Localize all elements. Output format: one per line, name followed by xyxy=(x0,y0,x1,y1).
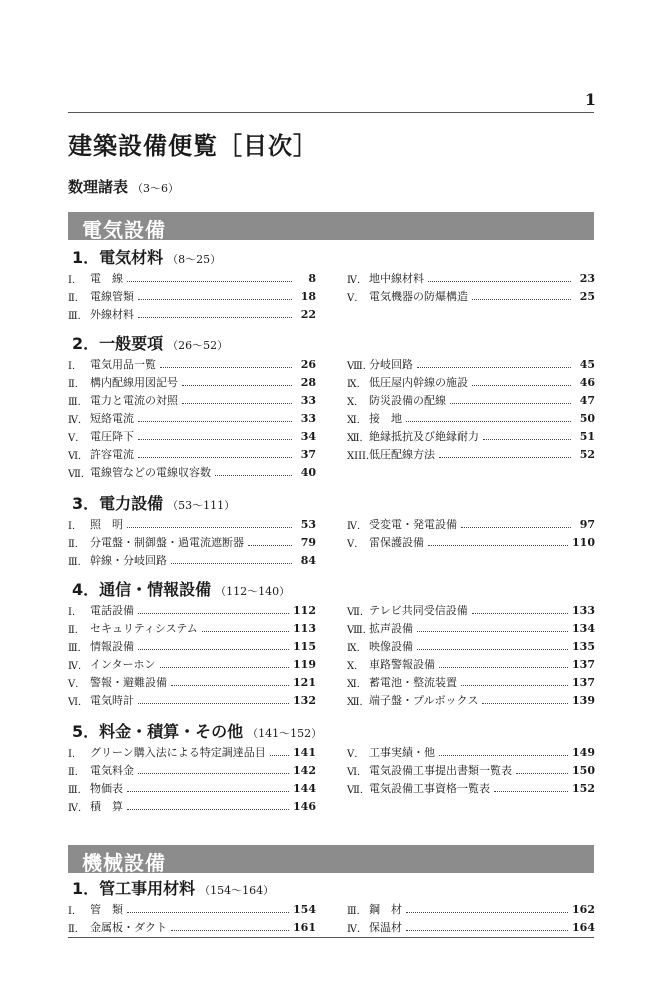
leader-dots xyxy=(428,281,571,282)
toc-column-right xyxy=(347,269,595,305)
entry-page: 51 xyxy=(579,429,595,443)
leader-dots xyxy=(138,439,292,440)
toc-columns xyxy=(68,515,594,569)
toc-entry xyxy=(347,900,595,918)
leader-dots xyxy=(406,930,568,931)
toc-entry xyxy=(68,445,316,463)
leader-dots xyxy=(472,385,571,386)
toc-entry xyxy=(347,761,595,779)
toc-entry xyxy=(347,619,595,637)
toc-section-fees xyxy=(68,721,594,815)
entry-title: 電気設備工事提出書類一覧表 xyxy=(369,764,512,777)
section-heading xyxy=(72,333,594,355)
toc-section-general xyxy=(68,333,594,481)
toc-entry xyxy=(347,287,595,305)
entry-page: 84 xyxy=(300,553,316,567)
leader-dots xyxy=(138,613,289,614)
entry-page: 154 xyxy=(293,902,316,916)
entry-page: 137 xyxy=(572,675,595,689)
toc-column-left xyxy=(68,900,316,936)
leader-dots xyxy=(439,755,568,756)
leader-dots xyxy=(215,475,292,476)
entry-number: XIII． xyxy=(347,450,376,462)
section-heading xyxy=(72,493,594,515)
entry-title: 工事実績・他 xyxy=(369,746,435,759)
leader-dots xyxy=(482,703,568,704)
category-band-label: 電気設備 xyxy=(82,218,166,242)
entry-number: Ⅶ． xyxy=(68,468,91,480)
entry-title: 金属板・ダクト xyxy=(90,921,167,934)
entry-page: 119 xyxy=(293,657,316,671)
entry-number: Ⅳ． xyxy=(68,802,88,814)
leader-dots xyxy=(461,527,571,528)
leader-dots xyxy=(127,527,292,528)
category-band-electric xyxy=(68,212,594,240)
entry-page: 33 xyxy=(300,393,316,407)
entry-number: Ⅲ． xyxy=(68,642,88,654)
toc-section-pipe-materials xyxy=(68,878,594,936)
leader-dots xyxy=(127,791,289,792)
entry-page: 28 xyxy=(300,375,316,389)
entry-title: 電圧降下 xyxy=(90,430,134,443)
entry-title: 低圧配線方法 xyxy=(369,448,435,461)
entry-number: Ⅱ． xyxy=(68,624,85,636)
toc-columns xyxy=(68,900,594,936)
leader-dots xyxy=(160,667,289,668)
leader-dots xyxy=(138,457,292,458)
entry-title: 防災設備の配線 xyxy=(369,394,446,407)
leader-dots xyxy=(182,385,292,386)
entry-title: 絶縁抵抗及び絶縁耐力 xyxy=(369,430,479,443)
toc-entry xyxy=(68,637,316,655)
leader-dots xyxy=(450,403,571,404)
entry-number: Ⅵ． xyxy=(68,696,89,708)
toc-entry xyxy=(68,900,316,918)
intro-range: （3～6） xyxy=(132,182,180,195)
entry-number: Ⅴ． xyxy=(68,432,86,444)
entry-page: 121 xyxy=(293,675,316,689)
leader-dots xyxy=(160,367,292,368)
entry-number: Ⅵ． xyxy=(68,450,89,462)
entry-title: 照 明 xyxy=(90,518,123,531)
toc-entry xyxy=(347,269,595,287)
entry-number: Ⅱ． xyxy=(68,766,85,778)
entry-page: 139 xyxy=(572,693,595,707)
entry-title: 蓄電池・整流装置 xyxy=(369,676,457,689)
entry-page: 164 xyxy=(572,920,595,934)
entry-number: Ⅺ． xyxy=(347,414,367,426)
toc-entry xyxy=(68,619,316,637)
entry-page: 37 xyxy=(300,447,316,461)
entry-page: 113 xyxy=(293,621,316,635)
toc-section-electric-materials xyxy=(68,247,594,323)
toc-entry xyxy=(347,691,595,709)
toc-entry xyxy=(68,918,316,936)
page-number: 1 xyxy=(584,90,596,109)
toc-entry xyxy=(347,391,595,409)
toc-entry xyxy=(347,445,595,463)
entry-number: Ⅸ． xyxy=(347,642,367,654)
entry-number: Ⅸ． xyxy=(347,378,367,390)
leader-dots xyxy=(127,809,289,810)
entry-number: Ⅲ． xyxy=(347,905,367,917)
toc-column-right xyxy=(347,743,595,797)
toc-entry xyxy=(68,673,316,691)
toc-entry xyxy=(347,601,595,619)
toc-columns xyxy=(68,601,594,709)
entry-title: 地中線材料 xyxy=(369,272,424,285)
entry-title: 構内配線用図記号 xyxy=(90,376,178,389)
leader-dots xyxy=(138,773,289,774)
entry-number: Ⅰ． xyxy=(68,274,82,286)
leader-dots xyxy=(472,299,571,300)
entry-title: 電気用品一覧 xyxy=(90,358,156,371)
toc-column-right xyxy=(347,515,595,551)
entry-number: Ⅴ． xyxy=(347,292,365,304)
entry-title: 車路警報設備 xyxy=(369,658,435,671)
entry-page: 34 xyxy=(300,429,316,443)
entry-page: 26 xyxy=(300,357,316,371)
toc-entry xyxy=(68,533,316,551)
entry-page: 23 xyxy=(579,271,595,285)
toc-column-left xyxy=(68,515,316,569)
entry-title: 低圧屋内幹線の施設 xyxy=(369,376,468,389)
toc-entry xyxy=(68,515,316,533)
entry-number: Ⅱ． xyxy=(68,538,85,550)
toc-columns xyxy=(68,355,594,481)
entry-number: Ⅹ． xyxy=(347,660,365,672)
toc-column-left xyxy=(68,269,316,323)
leader-dots xyxy=(138,421,292,422)
entry-title: 電気設備工事資格一覧表 xyxy=(369,782,490,795)
leader-dots xyxy=(171,685,289,686)
leader-dots xyxy=(428,545,568,546)
leader-dots xyxy=(171,930,289,931)
document-title: 建築設備便覧［目次］ xyxy=(68,132,318,160)
entry-title: 管 類 xyxy=(90,903,123,916)
entry-page: 135 xyxy=(572,639,595,653)
toc-column-left xyxy=(68,355,316,481)
leader-dots xyxy=(138,649,289,650)
entry-number: Ⅳ． xyxy=(347,520,367,532)
leader-dots xyxy=(127,281,292,282)
entry-title: 電気時計 xyxy=(90,694,134,707)
entry-page: 110 xyxy=(572,535,595,549)
section-heading xyxy=(72,579,594,601)
toc-entry xyxy=(347,533,595,551)
entry-page: 97 xyxy=(579,517,595,531)
toc-entry xyxy=(68,409,316,427)
leader-dots xyxy=(127,912,289,913)
toc-column-right xyxy=(347,900,595,936)
toc-entry xyxy=(68,655,316,673)
toc-entry xyxy=(68,355,316,373)
leader-dots xyxy=(472,613,568,614)
entry-page: 134 xyxy=(572,621,595,635)
entry-number: Ⅺ． xyxy=(347,678,367,690)
entry-number: Ⅰ． xyxy=(68,748,82,760)
leader-dots xyxy=(439,457,571,458)
toc-entry xyxy=(347,373,595,391)
entry-title: 情報設備 xyxy=(90,640,134,653)
entry-page: 133 xyxy=(572,603,595,617)
top-rule xyxy=(68,112,594,113)
toc-entry xyxy=(68,691,316,709)
section-title: 5．料金・積算・その他 xyxy=(72,722,244,741)
entry-number: Ⅱ． xyxy=(68,378,85,390)
intro-heading xyxy=(68,176,179,197)
toc-entry xyxy=(68,391,316,409)
section-heading xyxy=(72,878,594,900)
entry-title: 分電盤・制御盤・過電流遮断器 xyxy=(90,536,244,549)
leader-dots xyxy=(138,703,289,704)
leader-dots xyxy=(439,667,568,668)
entry-title: 外線材料 xyxy=(90,308,134,321)
toc-entry xyxy=(347,743,595,761)
entry-number: Ⅳ． xyxy=(347,274,367,286)
leader-dots xyxy=(406,912,568,913)
toc-entry xyxy=(347,779,595,797)
entry-number: Ⅱ． xyxy=(68,292,85,304)
section-range: （53～111） xyxy=(167,499,236,512)
entry-page: 50 xyxy=(579,411,595,425)
entry-title: 電話設備 xyxy=(90,604,134,617)
section-range: （141～152） xyxy=(247,727,323,740)
section-title: 3．電力設備 xyxy=(72,494,164,513)
entry-page: 132 xyxy=(293,693,316,707)
category-band-label: 機械設備 xyxy=(82,851,166,875)
entry-title: 端子盤・プルボックス xyxy=(369,694,479,707)
entry-title: 電気料金 xyxy=(90,764,134,777)
entry-title: 保温材 xyxy=(369,921,402,934)
bottom-rule xyxy=(68,937,594,938)
entry-title: 映像設備 xyxy=(369,640,413,653)
entry-title: 電線管類 xyxy=(90,290,134,303)
entry-title: 分岐回路 xyxy=(369,358,413,371)
entry-page: 53 xyxy=(300,517,316,531)
entry-number: Ⅰ． xyxy=(68,905,82,917)
section-range: （8～25） xyxy=(167,253,222,266)
entry-number: Ⅰ． xyxy=(68,360,82,372)
entry-page: 79 xyxy=(300,535,316,549)
toc-entry xyxy=(68,551,316,569)
section-range: （112～140） xyxy=(215,585,291,598)
toc-entry xyxy=(68,743,316,761)
entry-title: 接 地 xyxy=(369,412,402,425)
entry-number: Ⅳ． xyxy=(347,923,367,935)
entry-page: 115 xyxy=(293,639,316,653)
toc-entry xyxy=(68,305,316,323)
entry-title: インターホン xyxy=(90,658,156,671)
entry-number: Ⅴ． xyxy=(347,538,365,550)
entry-page: 47 xyxy=(579,393,595,407)
intro-label: 数理諸表 xyxy=(68,178,129,196)
leader-dots xyxy=(202,631,289,632)
entry-title: 雷保護設備 xyxy=(369,536,424,549)
leader-dots xyxy=(417,649,568,650)
toc-entry xyxy=(68,797,316,815)
entry-number: Ⅷ． xyxy=(347,624,373,636)
entry-title: 許容電流 xyxy=(90,448,134,461)
entry-number: Ⅲ． xyxy=(68,784,88,796)
leader-dots xyxy=(494,791,568,792)
category-band-mechanical xyxy=(68,845,594,873)
entry-page: 162 xyxy=(572,902,595,916)
entry-page: 45 xyxy=(579,357,595,371)
entry-title: テレビ共同受信設備 xyxy=(369,604,468,617)
entry-number: Ⅻ． xyxy=(347,432,370,444)
entry-title: 受変電・発電設備 xyxy=(369,518,457,531)
toc-entry xyxy=(347,637,595,655)
entry-title: 短絡電流 xyxy=(90,412,134,425)
toc-columns xyxy=(68,269,594,323)
toc-column-right xyxy=(347,355,595,463)
leader-dots xyxy=(138,299,292,300)
entry-number: Ⅱ． xyxy=(68,923,85,935)
toc-entry xyxy=(68,601,316,619)
entry-number: Ⅴ． xyxy=(347,748,365,760)
entry-title: 積 算 xyxy=(90,800,123,813)
entry-number: Ⅲ． xyxy=(68,556,88,568)
toc-entry xyxy=(347,427,595,445)
entry-number: Ⅶ． xyxy=(347,784,370,796)
toc-section-power xyxy=(68,493,594,569)
entry-page: 18 xyxy=(300,289,316,303)
toc-entry xyxy=(68,373,316,391)
toc-entry xyxy=(68,269,316,287)
leader-dots xyxy=(516,773,568,774)
entry-title: 幹線・分岐回路 xyxy=(90,554,167,567)
toc-entry xyxy=(68,427,316,445)
toc-entry xyxy=(347,655,595,673)
toc-column-right xyxy=(347,601,595,709)
entry-page: 144 xyxy=(293,781,316,795)
leader-dots xyxy=(270,755,289,756)
toc-entry xyxy=(68,287,316,305)
entry-page: 152 xyxy=(572,781,595,795)
entry-title: グリーン購入法による特定調達品目 xyxy=(90,746,266,759)
entry-number: Ⅶ． xyxy=(347,606,370,618)
entry-number: Ⅷ． xyxy=(347,360,373,372)
entry-number: Ⅴ． xyxy=(68,678,86,690)
toc-entry xyxy=(347,515,595,533)
toc-entry xyxy=(347,673,595,691)
entry-page: 112 xyxy=(293,603,316,617)
section-heading xyxy=(72,721,594,743)
entry-number: Ⅵ． xyxy=(347,766,368,778)
toc-column-left xyxy=(68,743,316,815)
entry-page: 150 xyxy=(572,763,595,777)
entry-number: Ⅹ． xyxy=(347,396,365,408)
leader-dots xyxy=(406,421,571,422)
entry-number: Ⅲ． xyxy=(68,310,88,322)
entry-page: 33 xyxy=(300,411,316,425)
entry-title: 物価表 xyxy=(90,782,123,795)
toc-section-communication xyxy=(68,579,594,709)
section-title: 2．一般要項 xyxy=(72,334,164,353)
entry-number: Ⅳ． xyxy=(68,414,88,426)
leader-dots xyxy=(138,317,292,318)
section-title: 1．電気材料 xyxy=(72,248,164,267)
entry-title: 拡声設備 xyxy=(369,622,413,635)
entry-number: Ⅲ． xyxy=(68,396,88,408)
leader-dots xyxy=(182,403,292,404)
entry-page: 52 xyxy=(579,447,595,461)
section-title: 1．管工事用材料 xyxy=(72,879,196,898)
entry-title: 電線管などの電線収容数 xyxy=(90,466,211,479)
entry-page: 22 xyxy=(300,307,316,321)
entry-page: 46 xyxy=(579,375,595,389)
section-heading xyxy=(72,247,594,269)
entry-page: 161 xyxy=(293,920,316,934)
entry-title: 電力と電流の対照 xyxy=(90,394,178,407)
entry-number: Ⅳ． xyxy=(68,660,88,672)
entry-page: 25 xyxy=(579,289,595,303)
entry-title: 電 線 xyxy=(90,272,123,285)
toc-entry xyxy=(68,761,316,779)
entry-page: 142 xyxy=(293,763,316,777)
toc-entry xyxy=(68,779,316,797)
toc-columns xyxy=(68,743,594,815)
entry-page: 40 xyxy=(300,465,316,479)
entry-title: 警報・避難設備 xyxy=(90,676,167,689)
leader-dots xyxy=(483,439,571,440)
entry-page: 137 xyxy=(572,657,595,671)
leader-dots xyxy=(417,367,571,368)
section-range: （154～164） xyxy=(199,884,275,897)
section-range: （26～52） xyxy=(167,339,229,352)
entry-title: 鋼 材 xyxy=(369,903,402,916)
entry-title: セキュリティシステム xyxy=(90,622,198,635)
toc-entry xyxy=(347,918,595,936)
entry-title: 電気機器の防爆構造 xyxy=(369,290,468,303)
leader-dots xyxy=(417,631,568,632)
entry-number: Ⅰ． xyxy=(68,520,82,532)
leader-dots xyxy=(248,545,292,546)
leader-dots xyxy=(461,685,568,686)
entry-number: Ⅻ． xyxy=(347,696,370,708)
entry-page: 146 xyxy=(293,799,316,813)
toc-entry xyxy=(347,355,595,373)
toc-column-left xyxy=(68,601,316,709)
entry-page: 149 xyxy=(572,745,595,759)
toc-entry xyxy=(347,409,595,427)
entry-page: 8 xyxy=(308,271,316,285)
toc-entry xyxy=(68,463,316,481)
entry-page: 141 xyxy=(293,745,316,759)
entry-number: Ⅰ． xyxy=(68,606,82,618)
leader-dots xyxy=(171,563,292,564)
section-title: 4．通信・情報設備 xyxy=(72,580,212,599)
